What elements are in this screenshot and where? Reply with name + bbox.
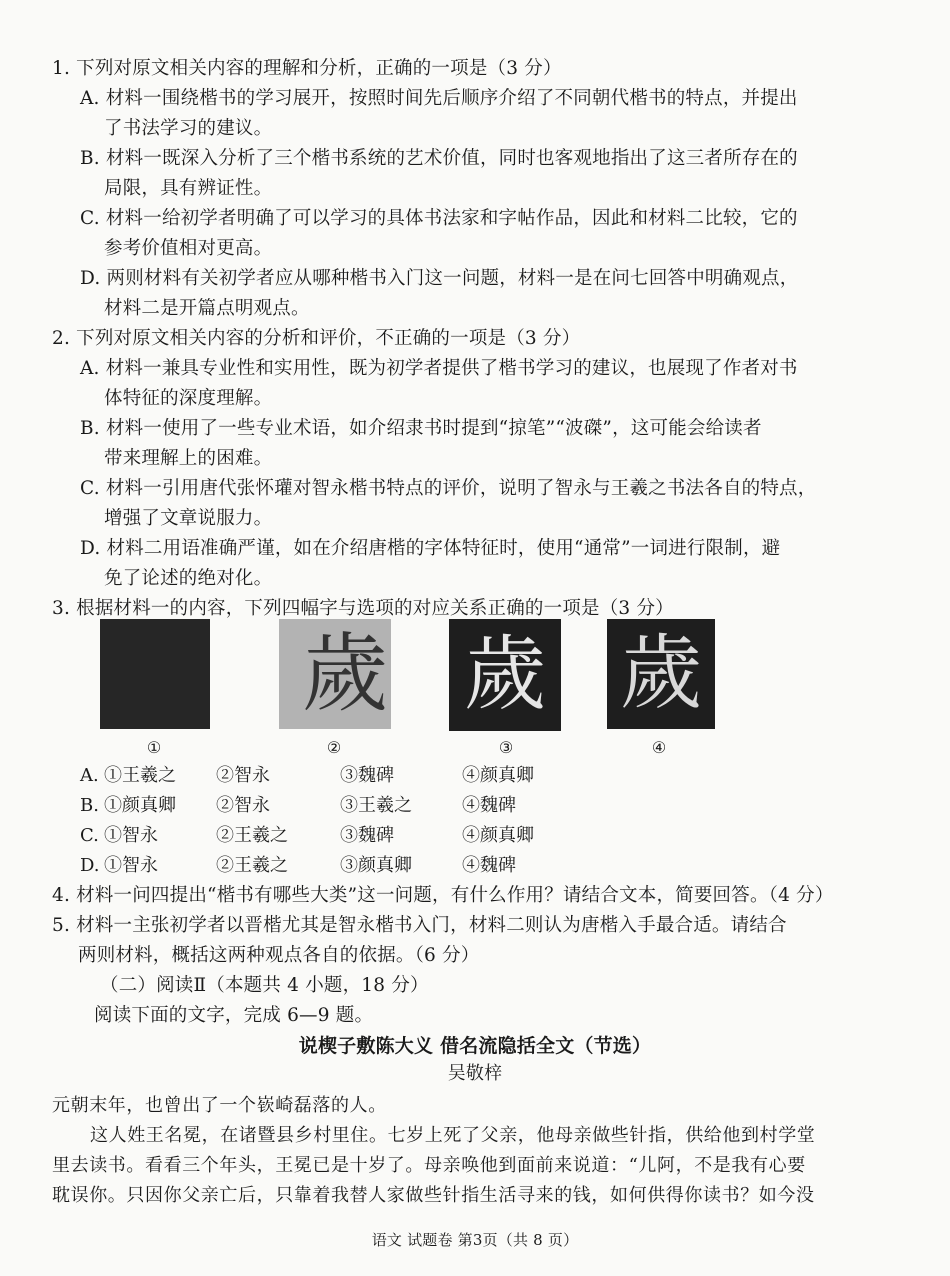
image-label-2: ② [326, 738, 342, 757]
q1-option-b: B. 材料一既深入分析了三个楷书系统的艺术价值，同时也客观地指出了这三者所存在的 [80, 148, 798, 169]
q2-option-a: A. 材料一兼具专业性和实用性，既为初学者提供了楷书学习的建议，也展现了作者对书 [80, 358, 798, 379]
q2-option-b-cont: 带来理解上的困难。 [104, 448, 273, 469]
passage-author: 吴敬梓 [447, 1063, 503, 1084]
q3-choice-d-2: ②王羲之 [216, 855, 288, 876]
q3-choice-b-letter: B. [80, 795, 99, 816]
section-instruction: 阅读下面的文字，完成 6—9 题。 [94, 1005, 374, 1026]
q4-stem: 4. 材料一问四提出“楷书有哪些大类”这一问题，有什么作用？请结合文本，简要回答。（4 分） [52, 885, 834, 906]
q3-choice-d-4: ④魏碑 [462, 855, 516, 876]
q1-option-c-cont: 参考价值相对更高。 [104, 238, 273, 259]
q3-choice-d-letter: D. [80, 855, 100, 876]
passage-title: 说楔子敷陈大义 借名流隐括全文（节选） [298, 1035, 652, 1057]
q3-choice-a-2: ②智永 [216, 765, 270, 786]
calligraphy-glyph-3: 歲 [463, 627, 546, 722]
section-header: （二）阅读Ⅱ（本题共 4 小题，18 分） [100, 975, 429, 996]
q3-choice-a-letter: A. [80, 765, 99, 786]
q2-option-b: B. 材料一使用了一些专业术语，如介绍隶书时提到“掠笔”“波磔”，这可能会给读者 [80, 418, 762, 439]
q2-option-c-cont: 增强了文章说服力。 [104, 508, 273, 529]
calligraphy-image-2 [279, 619, 391, 729]
q1-option-d: D. 两则材料有关初学者应从哪种楷书入门这一问题，材料一是在问七回答中明确观点， [80, 268, 799, 289]
q2-option-c: C. 材料一引用唐代张怀瓘对智永楷书特点的评价，说明了智永与王羲之书法各自的特点， [80, 478, 817, 499]
q1-option-c: C. 材料一给初学者明确了可以学习的具体书法家和字帖作品，因此和材料二比较，它的 [80, 208, 798, 229]
passage-paragraph-2-cont: 里去读书。看看三个年头，王冕已是十岁了。母亲唤他到面前来说道：“儿阿，不是我有心要 [52, 1155, 806, 1176]
q1-option-a: A. 材料一围绕楷书的学习展开，按照时间先后顺序介绍了不同朝代楷书的特点，并提出 [80, 88, 798, 109]
passage-paragraph-1: 元朝末年，也曾出了一个嵚崎磊落的人。 [52, 1095, 387, 1116]
q2-stem: 2. 下列对原文相关内容的分析和评价，不正确的一项是（3 分） [52, 328, 581, 349]
calligraphy-image-1 [100, 619, 210, 729]
q2-option-a-cont: 体特征的深度理解。 [104, 388, 273, 409]
passage-paragraph-2-cont2: 耽误你。只因你父亲亡后，只靠着我替人家做些针指生活寻来的钱，如何供得你读书？如今没 [52, 1185, 815, 1206]
calligraphy-glyph-4: 歲 [619, 626, 702, 721]
q3-choice-c-letter: C. [80, 825, 99, 846]
q3-choice-c-4: ④颜真卿 [462, 825, 534, 846]
q3-choice-d-1: ①智永 [104, 855, 158, 876]
image-label-4: ④ [651, 738, 667, 757]
q3-choice-a-4: ④颜真卿 [462, 765, 534, 786]
q1-option-d-cont: 材料二是开篇点明观点。 [104, 298, 310, 319]
page-footer: 语文 试题卷 第3页（共 8 页） [371, 1231, 579, 1249]
q3-choice-b-2: ②智永 [216, 795, 270, 816]
q3-choice-b-1: ①颜真卿 [104, 795, 176, 816]
q3-choice-a-1: ①王羲之 [104, 765, 176, 786]
q3-choice-c-3: ③魏碑 [340, 825, 394, 846]
q3-choice-b-3: ③王羲之 [340, 795, 412, 816]
q1-stem: 1. 下列对原文相关内容的理解和分析，正确的一项是（3 分） [52, 58, 562, 79]
q3-choice-a-3: ③魏碑 [340, 765, 394, 786]
q1-option-b-cont: 局限，具有辨证性。 [104, 178, 273, 199]
calligraphy-image-3 [449, 619, 561, 731]
q5-stem-cont: 两则材料，概括这两种观点各自的依据。（6 分） [78, 945, 480, 966]
q3-choice-c-1: ①智永 [104, 825, 158, 846]
q3-choice-c-2: ②王羲之 [216, 825, 288, 846]
passage-paragraph-2: 这人姓王名冕，在诸暨县乡村里住。七岁上死了父亲，他母亲做些针指，供给他到村学堂 [90, 1125, 816, 1146]
image-label-3: ③ [498, 738, 514, 757]
q5-stem: 5. 材料一主张初学者以晋楷尤其是智永楷书入门，材料二则认为唐楷入手最合适。请结合 [52, 915, 787, 936]
calligraphy-glyph-2: 歲 [302, 624, 388, 724]
q3-choice-d-3: ③颜真卿 [340, 855, 412, 876]
q3-choice-b-4: ④魏碑 [462, 795, 516, 816]
q2-option-d-cont: 免了论述的绝对化。 [104, 568, 273, 589]
q1-option-a-cont: 了书法学习的建议。 [104, 118, 273, 139]
calligraphy-image-4 [607, 619, 715, 729]
q3-stem: 3. 根据材料一的内容，下列四幅字与选项的对应关系正确的一项是（3 分） [52, 598, 674, 619]
q2-option-d: D. 材料二用语准确严谨，如在介绍唐楷的字体特征时，使用“通常”一词进行限制，避 [80, 538, 781, 559]
image-label-1: ① [146, 738, 162, 757]
